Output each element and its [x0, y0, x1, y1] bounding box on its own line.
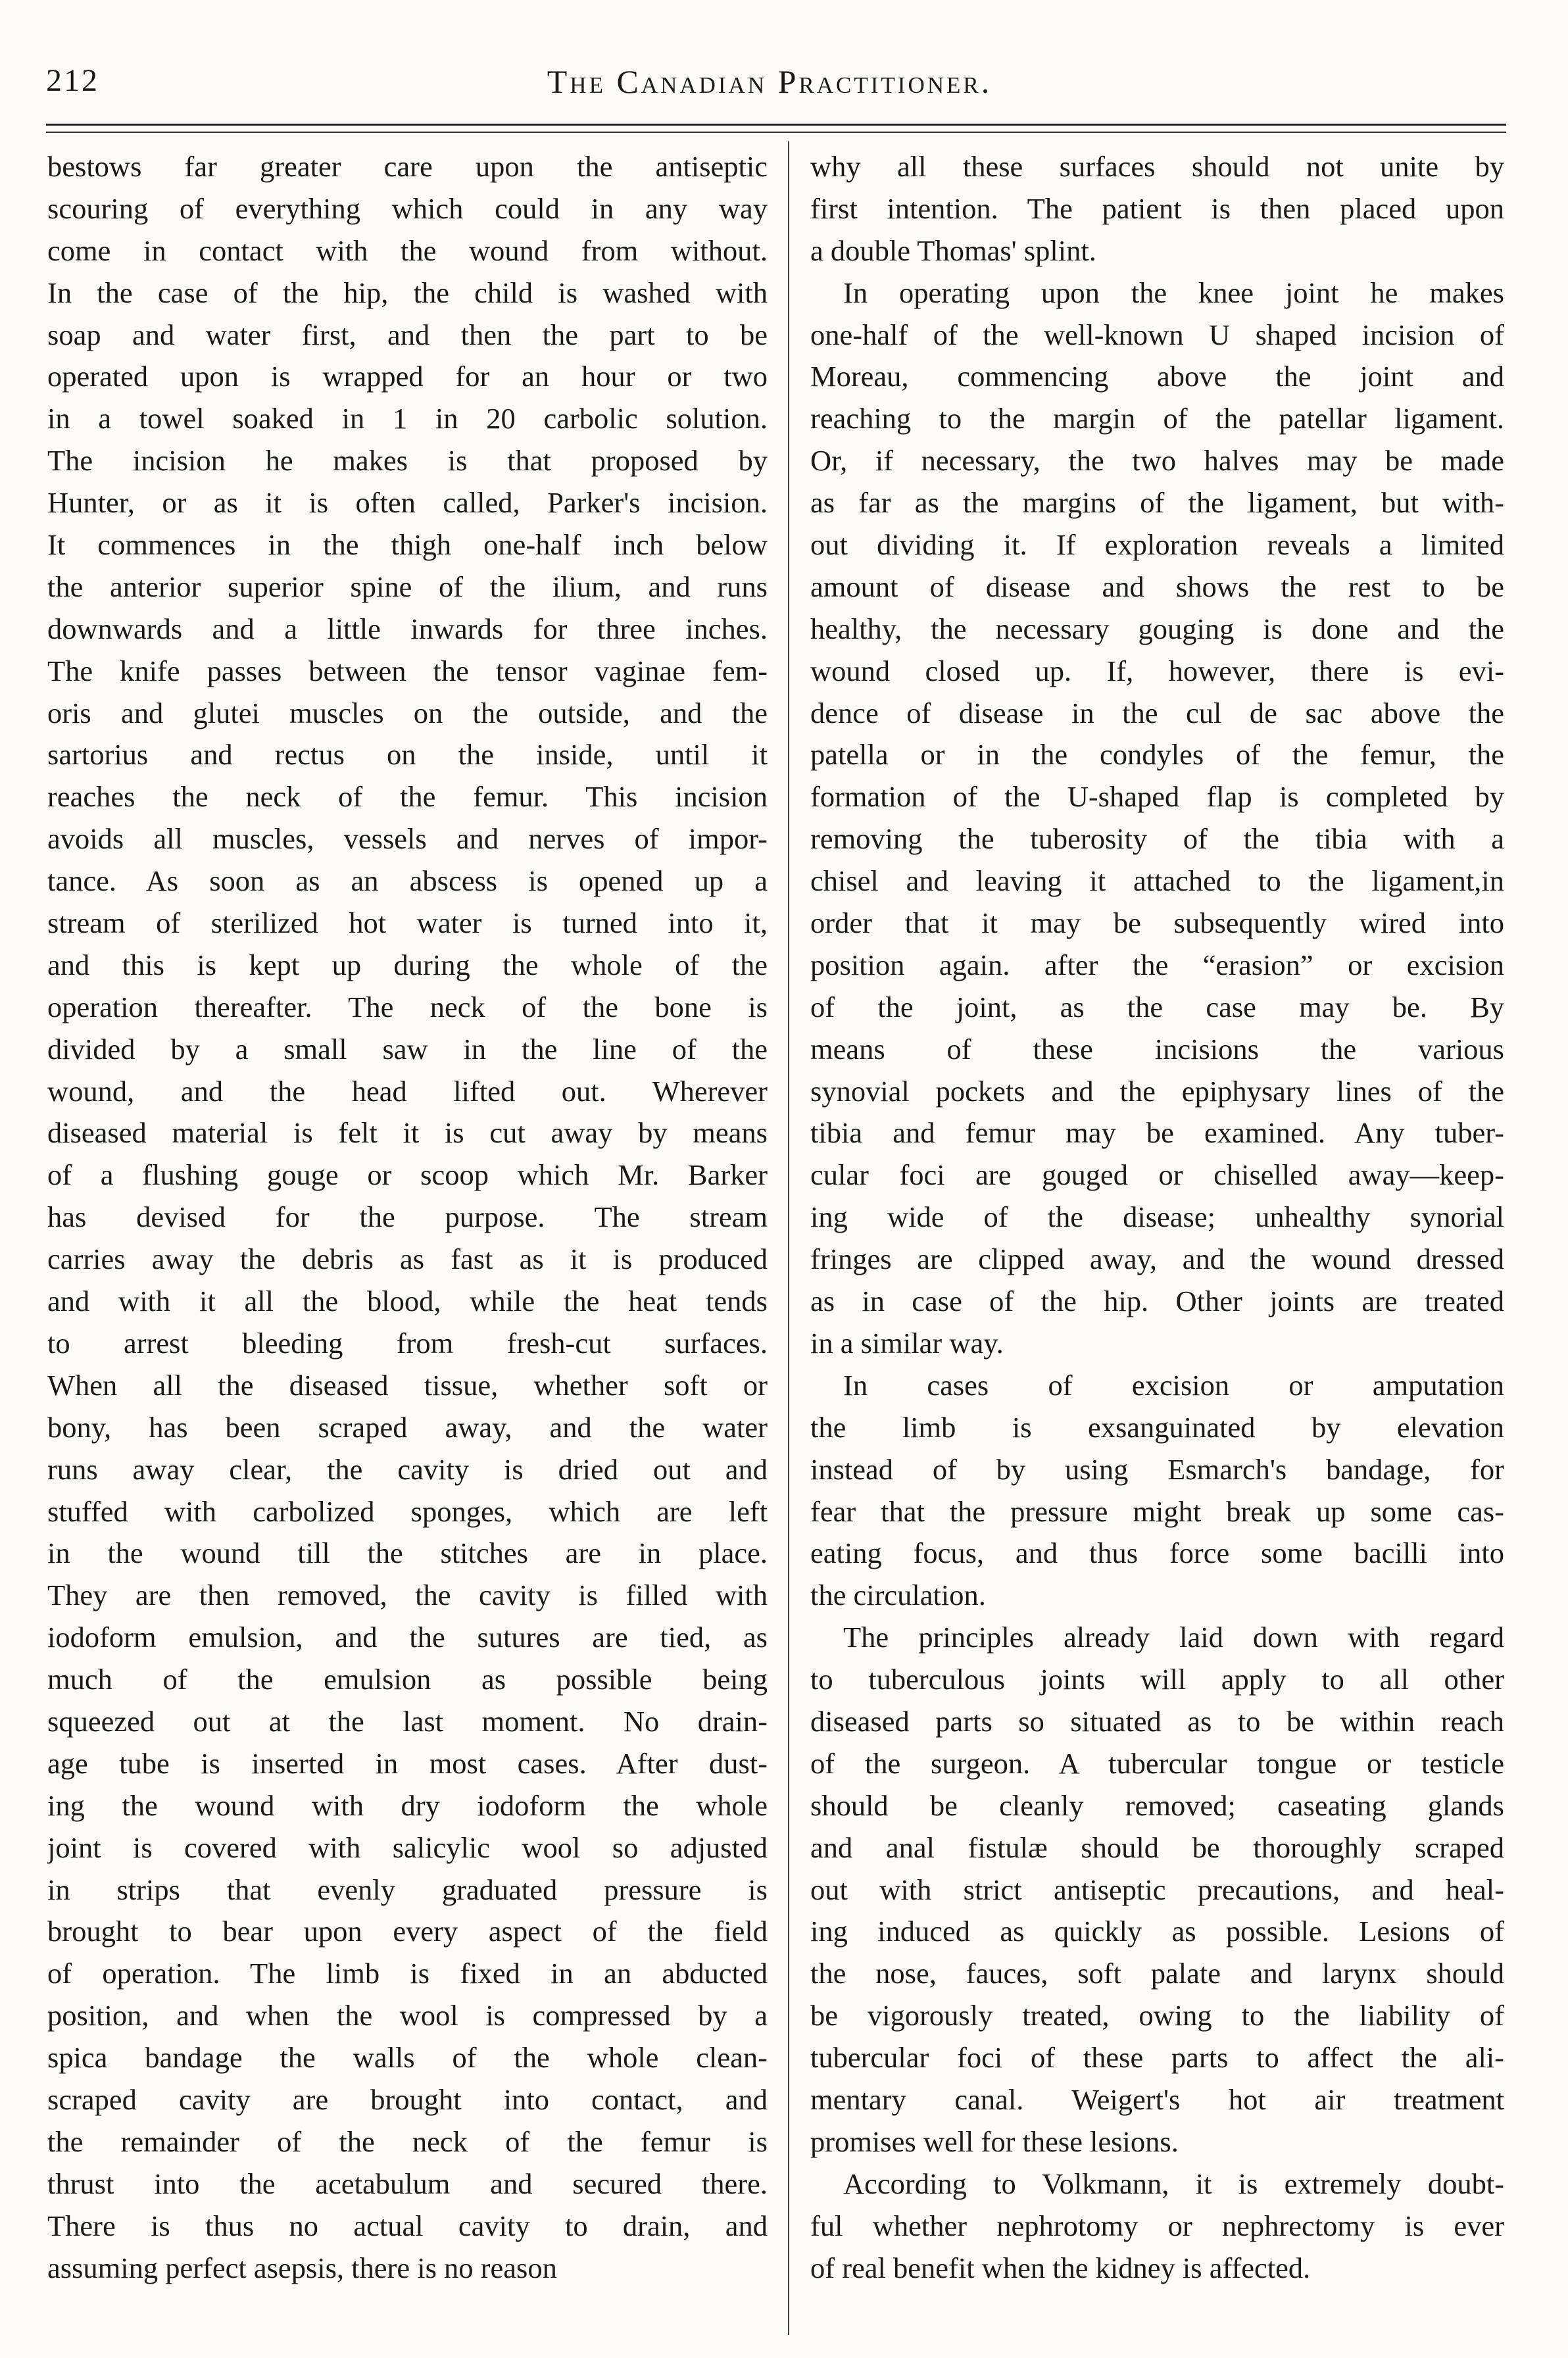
text-line: the anterior superior spine of the ilium, and runs — [47, 570, 768, 603]
text-line: should be cleanly removed; caseating glands — [810, 1788, 1504, 1822]
text-line: wound closed up. If, however, there is evi- — [810, 654, 1504, 687]
text-line: come in contact with the wound from without. — [47, 233, 768, 267]
text-line: tibia and femur may be examined. Any tuber- — [810, 1116, 1504, 1150]
text-line: the remainder of the neck of the femur is — [47, 2125, 768, 2158]
text-line: Moreau, commencing above the joint and — [810, 360, 1504, 393]
text-line: to arrest bleeding from fresh-cut surfaces. — [47, 1326, 768, 1360]
text-line: much of the emulsion as possible being — [47, 1663, 768, 1696]
text-line: spica bandage the walls of the whole clean- — [47, 2041, 768, 2075]
text-line: ing induced as quickly as possible. Lesions of — [810, 1915, 1504, 1948]
text-line: instead of by using Esmarch's bandage, for — [810, 1452, 1504, 1486]
text-line: wound, and the head lifted out. Wherever — [47, 1074, 768, 1108]
text-line: in a towel soaked in 1 in 20 carbolic solution. — [47, 402, 768, 435]
text-line: They are then removed, the cavity is filled with — [47, 1579, 768, 1612]
text-line: tubercular foci of these parts to affect the ali- — [810, 2041, 1504, 2075]
header-rule-secondary — [46, 132, 1506, 133]
text-line: brought to bear upon every aspect of the field — [47, 1915, 768, 1948]
text-line: has devised for the purpose. The stream — [47, 1200, 768, 1234]
text-line: in strips that evenly graduated pressure is — [47, 1873, 768, 1906]
text-line: the circulation. — [810, 1579, 986, 1612]
text-line: bestows far greater care upon the antiseptic — [47, 150, 768, 183]
text-line: The principles already laid down with regard — [843, 1621, 1504, 1654]
text-line: reaching to the margin of the patellar ligament. — [810, 402, 1504, 435]
text-line: of the joint, as the case may be. By — [810, 990, 1504, 1023]
text-line: of real benefit when the kidney is affected. — [810, 2251, 1311, 2284]
text-line: and with it all the blood, while the heat tends — [47, 1285, 768, 1318]
text-line: downwards and a little inwards for three inches. — [47, 612, 768, 645]
text-line: bony, has been scraped away, and the water — [47, 1410, 768, 1444]
text-line: stuffed with carbolized sponges, which are left — [47, 1494, 768, 1528]
text-line: oris and glutei muscles on the outside, and the — [47, 696, 768, 729]
text-line: According to Volkmann, it is extremely doubt- — [843, 2167, 1504, 2200]
text-line: of a flushing gouge or scoop which Mr. Barker — [47, 1158, 768, 1192]
text-line: amount of disease and shows the rest to be — [810, 570, 1504, 603]
text-line: iodoform emulsion, and the sutures are tied, as — [47, 1621, 768, 1654]
text-line: When all the diseased tissue, whether soft or — [47, 1368, 768, 1402]
text-line: ing wide of the disease; unhealthy synorial — [810, 1200, 1504, 1234]
text-line: and anal fistulæ should be thoroughly scraped — [810, 1830, 1504, 1864]
text-line: the nose, fauces, soft palate and larynx should — [810, 1957, 1504, 1990]
text-line: scouring of everything which could in any way — [47, 191, 768, 225]
text-line: formation of the U-shaped flap is completed by — [810, 780, 1504, 814]
text-line: diseased material is felt it is cut away by means — [47, 1116, 768, 1150]
text-line: stream of sterilized hot water is turned into it, — [47, 906, 768, 940]
text-line: one-half of the well-known U shaped incision of — [810, 318, 1504, 351]
header-rule — [46, 124, 1506, 126]
text-line: diseased parts so situated as to be within reach — [810, 1704, 1504, 1738]
text-line: In operating upon the knee joint he makes — [843, 276, 1504, 309]
text-line: means of these incisions the various — [810, 1032, 1504, 1066]
text-line: the limb is exsanguinated by elevation — [810, 1410, 1504, 1444]
text-line: There is thus no actual cavity to drain, and — [47, 2209, 768, 2242]
text-line: chisel and leaving it attached to the ligament,in — [810, 864, 1504, 898]
text-line: to tuberculous joints will apply to all other — [810, 1663, 1504, 1696]
text-line: a double Thomas' splint. — [810, 233, 1096, 267]
text-line: position again. after the “erasion” or excision — [810, 948, 1504, 981]
text-line: removing the tuberosity of the tibia with a — [810, 822, 1504, 856]
text-line: squeezed out at the last moment. No drain- — [47, 1704, 768, 1738]
text-line: as in case of the hip. Other joints are treated — [810, 1285, 1504, 1318]
text-line: soap and water first, and then the part to be — [47, 318, 768, 351]
text-line: operation thereafter. The neck of the bone is — [47, 990, 768, 1023]
text-line: of the surgeon. A tubercular tongue or testicle — [810, 1746, 1504, 1780]
text-line: in a similar way. — [810, 1326, 1004, 1360]
column-divider — [788, 141, 789, 2335]
text-line: Hunter, or as it is often called, Parker's incision. — [47, 486, 768, 520]
text-line: The incision he makes is that proposed by — [47, 444, 768, 478]
page-number: 212 — [46, 63, 99, 98]
text-line: fringes are clipped away, and the wound dressed — [810, 1242, 1504, 1276]
text-line: age tube is inserted in most cases. After dust- — [47, 1746, 768, 1780]
text-line: Or, if necessary, the two halves may be made — [810, 444, 1504, 478]
text-line: runs away clear, the cavity is dried out and — [47, 1452, 768, 1486]
text-line: divided by a small saw in the line of the — [47, 1032, 768, 1066]
text-line: of operation. The limb is fixed in an abducted — [47, 1957, 768, 1990]
text-line: carries away the debris as fast as it is produced — [47, 1242, 768, 1276]
text-line: avoids all muscles, vessels and nerves of impor- — [47, 822, 768, 856]
left-column — [47, 146, 768, 2289]
text-line: ing the wound with dry iodoform the whole — [47, 1788, 768, 1822]
text-line: reaches the neck of the femur. This incision — [47, 780, 768, 814]
text-line: out with strict antiseptic precautions, and heal- — [810, 1873, 1504, 1906]
text-line: position, and when the wool is compressed by a — [47, 1999, 768, 2032]
text-line: joint is covered with salicylic wool so adjusted — [47, 1830, 768, 1864]
text-line: eating focus, and thus force some bacilli into — [810, 1536, 1504, 1570]
text-line: healthy, the necessary gouging is done and the — [810, 612, 1504, 645]
text-line: as far as the margins of the ligament, but with- — [810, 486, 1504, 520]
running-header — [46, 62, 1493, 122]
text-line: dence of disease in the cul de sac above the — [810, 696, 1504, 729]
text-line: operated upon is wrapped for an hour or two — [47, 360, 768, 393]
text-line: synovial pockets and the epiphysary lines of the — [810, 1074, 1504, 1108]
text-line: first intention. The patient is then placed upon — [810, 191, 1504, 225]
text-line: The knife passes between the tensor vaginae fem- — [47, 654, 768, 687]
text-line: assuming perfect asepsis, there is no reason — [47, 2251, 557, 2284]
text-line: cular foci are gouged or chiselled away—keep- — [810, 1158, 1504, 1192]
text-line: in the wound till the stitches are in place. — [47, 1536, 768, 1570]
text-line: out dividing it. If exploration reveals a limited — [810, 528, 1504, 562]
text-line: order that it may be subsequently wired into — [810, 906, 1504, 940]
text-line: In cases of excision or amputation — [843, 1368, 1504, 1402]
text-line: be vigorously treated, owing to the liability of — [810, 1999, 1504, 2032]
text-line: patella or in the condyles of the femur, the — [810, 738, 1504, 772]
text-line: scraped cavity are brought into contact, and — [47, 2082, 768, 2116]
text-line: sartorius and rectus on the inside, until it — [47, 738, 768, 772]
text-line: why all these surfaces should not unite by — [810, 150, 1504, 183]
text-line: promises well for these lesions. — [810, 2125, 1179, 2158]
journal-title: The Canadian Practitioner. — [547, 63, 992, 100]
text-line: It commences in the thigh one-half inch below — [47, 528, 768, 562]
text-line: mentary canal. Weigert's hot air treatment — [810, 2082, 1504, 2116]
right-column — [810, 146, 1504, 2289]
text-line: tance. As soon as an abscess is opened up a — [47, 864, 768, 898]
text-line: fear that the pressure might break up some cas- — [810, 1494, 1504, 1528]
text-line: thrust into the acetabulum and secured there. — [47, 2167, 768, 2200]
text-line: ful whether nephrotomy or nephrectomy is ever — [810, 2209, 1504, 2242]
text-line: and this is kept up during the whole of the — [47, 948, 768, 981]
text-line: In the case of the hip, the child is washed with — [47, 276, 768, 309]
